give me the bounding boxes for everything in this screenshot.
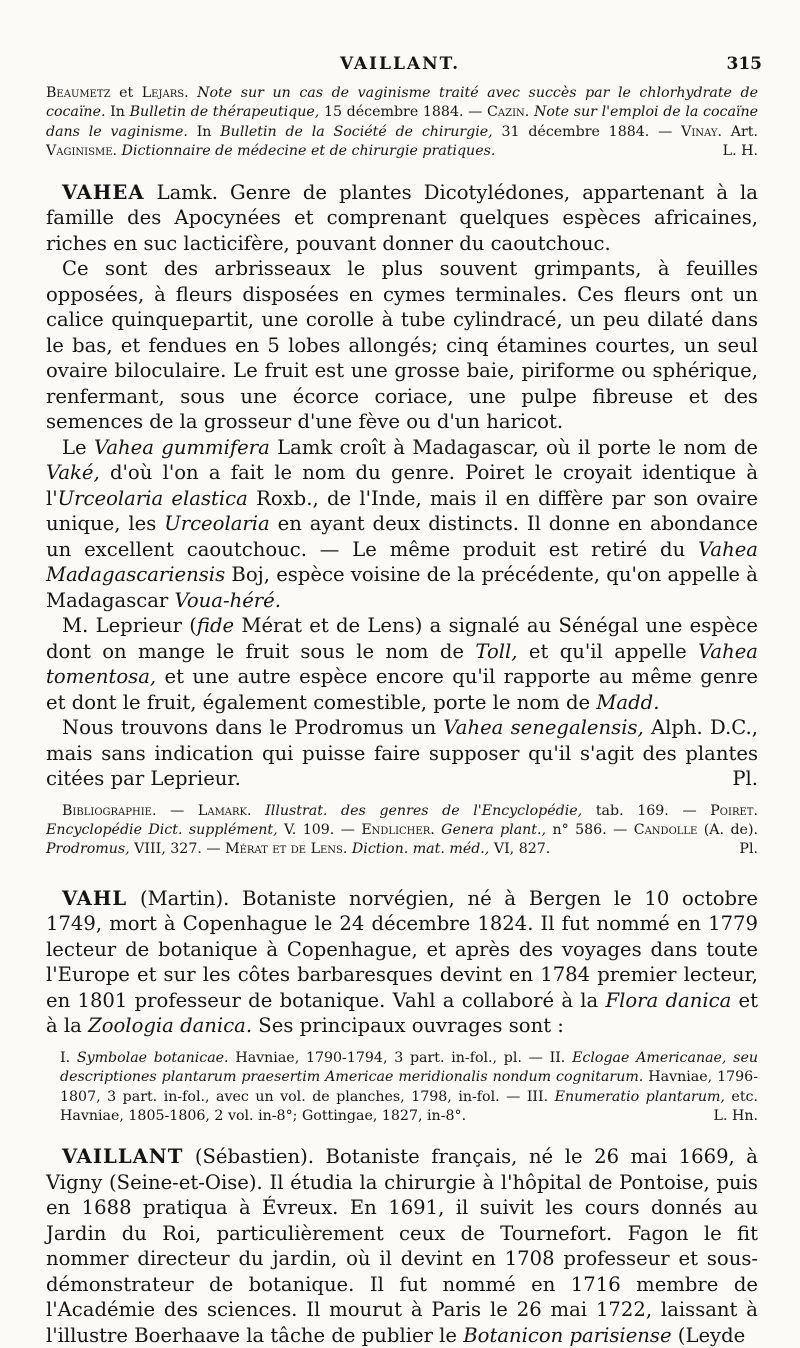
species-name: Vaké, bbox=[46, 461, 100, 485]
page-body bbox=[46, 84, 758, 1348]
ref-text: — bbox=[156, 802, 198, 819]
ref-text: tab. 169. — bbox=[582, 802, 711, 819]
headword-vahea: VAHEA bbox=[62, 180, 145, 204]
ref-text: I. bbox=[60, 1049, 77, 1066]
ref-text: Havniae, 1796-1807, 3 part. in-fol., avec un vol. de planches, 1798, in-fol. — III. bbox=[60, 1069, 758, 1105]
ref-author: Lejars. bbox=[141, 85, 189, 101]
ref-author: Endlicher. bbox=[361, 822, 435, 839]
bibliography-label: Bibliographie. bbox=[62, 802, 157, 819]
ref-author: Vinay. bbox=[681, 123, 722, 140]
ref-text: n° 586. — bbox=[546, 822, 634, 839]
ref-title: Note sur un cas de vaginisme traité avec succès par le chlorhydrate de cocaïne. bbox=[46, 85, 758, 121]
entry-text: (Sébastien). Botaniste français, né le 26 mai 1669, à Vigny (Seine-et-Oise). Il étudia la chirurgie à l'hôpital de Pontoise, puis en 1688 pratiqua à Évreux. En 1691, il suivit les cours donnés au Jardin du Roi, particulièrement ceux de Tournefort. Fagon le fit nommer directeur du jardin, où il devint en 1708 professeur et sous-démonstrateur de botanique. Il fut nommé en 1716 membre de l'Académie des sciences. Il mourut à Paris le 26 mai 1722, laissant à l'illustre Boerhaave la tâche de publier le bbox=[46, 1145, 758, 1347]
entry-text: d'où l'on a fait le nom du genre. Poiret le croyait identique à l' bbox=[46, 461, 758, 510]
entry-italic: fide bbox=[196, 614, 235, 638]
ref-author: Beaumetz bbox=[46, 85, 111, 101]
ref-title: Diction. mat. méd., bbox=[347, 841, 490, 858]
work-title: Flora danica bbox=[605, 988, 732, 1012]
ref-text: 31 décembre 1884. — bbox=[492, 123, 682, 140]
work-title: Botanicon parisiense bbox=[463, 1323, 672, 1347]
ref-text: et bbox=[110, 85, 142, 101]
entry-vahea-p5 bbox=[46, 715, 758, 792]
ref-title: Note sur l'emploi de la cocaïne dans le vaginisme. bbox=[46, 104, 759, 140]
ref-author: Lamark. bbox=[197, 802, 252, 819]
entry-text: (Leyde bbox=[671, 1323, 746, 1347]
entry-text: Nous trouvons dans le Prodromus un bbox=[62, 716, 444, 740]
entry-text: Roxb., de l'Inde, mais il en diffère par son ovaire unique, les bbox=[46, 486, 758, 536]
vahl-works bbox=[46, 1049, 758, 1127]
ref-title: Prodromus, bbox=[46, 841, 130, 858]
ref-journal: Bulletin de thérapeutique, bbox=[129, 104, 320, 121]
entry-text: (Martin). Botaniste norvégien, né à Bergen le 10 octobre 1749, mort à Copenhague le 24 décembre 1824. Il fut nommé en 1779 lecteur de botanique à Copenhague, et après des voyages dans toute l'Europe et sur les côtes barbaresques devint en 1784 premier lecteur, en 1801 professeur de botanique. Vahl a collaboré à la bbox=[46, 886, 758, 1012]
entry-vahea-p1 bbox=[46, 180, 758, 257]
author-signature: Pl. bbox=[732, 767, 758, 791]
species-name: Madd. bbox=[596, 690, 660, 714]
work-title: Enumeratio plantarum, bbox=[554, 1088, 725, 1105]
entry-text: M. Leprieur ( bbox=[62, 614, 197, 638]
species-name: Vahea gummifera bbox=[93, 435, 270, 459]
entry-vahl bbox=[46, 886, 758, 1039]
entry-text: Ses principaux ouvrages sont : bbox=[252, 1014, 564, 1038]
ref-text: In bbox=[105, 104, 130, 121]
ref-author: Candolle bbox=[633, 822, 698, 839]
entry-text: et une autre espèce encore qu'il rapporte au même genre et dont le fruit, également comestible, porte le nom de bbox=[46, 665, 758, 714]
ref-title: Encyclopédie Dict. supplément, bbox=[46, 822, 278, 839]
ref-text: In bbox=[187, 123, 221, 140]
ref-text: V. 109. — bbox=[277, 822, 362, 839]
headword-vaillant: VAILLANT bbox=[62, 1145, 184, 1169]
ref-text: (A. de). bbox=[697, 822, 758, 839]
ref-text: Art. bbox=[721, 123, 759, 140]
ref-title: Dictionnaire de médecine et de chirurgie pratiques. bbox=[117, 143, 496, 160]
entry-text: Lamk croît à Madagascar, où il porte le nom de bbox=[269, 435, 758, 459]
entry-text: et à la bbox=[46, 988, 758, 1038]
author-signature: L. Hn. bbox=[713, 1108, 758, 1125]
entry-text: en ayant deux distincts. Il donne en abondance un excellent caoutchouc. — Le même produit est retiré du bbox=[46, 512, 758, 561]
author-signature: L. H. bbox=[722, 143, 758, 160]
ref-text: Havniae, 1790-1794, 3 part. in-fol., pl. — II. bbox=[228, 1049, 573, 1066]
bibliography-vahea bbox=[46, 802, 758, 860]
running-header bbox=[0, 54, 800, 80]
species-name: Vahea senegalensis, bbox=[443, 716, 644, 740]
entry-text: et qu'il appelle bbox=[517, 639, 699, 663]
ref-word: Vaginisme. bbox=[46, 143, 118, 160]
running-title: VAILLANT. bbox=[339, 54, 461, 74]
ref-text: VIII, 327. — bbox=[129, 841, 226, 858]
species-name: Voua-héré. bbox=[174, 588, 281, 612]
species-name: Toll, bbox=[475, 639, 518, 663]
headword-vahl: VAHL bbox=[62, 886, 128, 910]
species-name: Urceolaria bbox=[164, 512, 270, 536]
ref-title: Illustrat. des genres de l'Encyclopédie, bbox=[251, 802, 583, 819]
entry-text: Mérat et de Lens) a signalé au Sénégal une espèce dont on mange le fruit sous le nom de bbox=[46, 614, 758, 663]
ref-text: 15 décembre 1884. — bbox=[319, 104, 488, 121]
ref-author: Poiret. bbox=[710, 802, 758, 819]
entry-text: Boj, espèce voisine de la précédente, qu'on appelle à Madagascar bbox=[46, 563, 758, 612]
references-top bbox=[46, 84, 758, 162]
ref-author: Cazin. bbox=[487, 104, 530, 121]
entry-text: Le bbox=[62, 435, 94, 459]
species-name: Vahea tomentosa, bbox=[46, 639, 758, 689]
author-signature: Pl. bbox=[739, 841, 758, 858]
work-title: Zoologia danica. bbox=[88, 1014, 253, 1038]
entry-text: Lamk. Genre de plantes Dicotylédones, appartenant à la famille des Apocynées et comprenant quelques espèces africaines, riches en suc lacticifère, pouvant donner du caoutchouc. bbox=[46, 180, 758, 255]
page-number: 315 bbox=[726, 54, 762, 74]
entry-text: Alph. D.C., mais sans indication qui puisse faire supposer qu'il s'agit des plantes citées par Leprieur. bbox=[46, 716, 758, 791]
work-title: Symbolae botanicae. bbox=[76, 1049, 229, 1066]
entry-vahea-p4 bbox=[46, 613, 758, 715]
ref-text: etc. Havniae, 1805-1806, 2 vol. in-8°; Gottingae, 1827, in-8°. bbox=[60, 1088, 758, 1125]
entry-vahea-p3 bbox=[46, 435, 758, 614]
ref-title: Genera plant., bbox=[434, 822, 547, 839]
entry-vaillant bbox=[46, 1144, 758, 1348]
entry-vahea-p2: Ce sont des arbrisseaux le plus souvent grimpants, à feuilles opposées, à fleurs disposées en cymes terminales. Ces fleurs ont un calice quinquepartit, une corolle à tube cylindracé, un peu dilaté dans le bas, et fendues en 5 lobes allongés; cinq étamines courtes, un seul ovaire biloculaire. Le fruit est une grosse baie, piriforme ou sphérique, renfermant, sous une écorce coriace, une pulpe fibreuse et des semences de la grosseur d'une fève ou d'un haricot. bbox=[46, 257, 758, 434]
work-title: Eclogae Americanae, seu descriptiones plantarum praesertim Americae meridionalis nondum cognitarum. bbox=[60, 1049, 758, 1086]
ref-journal: Bulletin de la Société de chirurgie, bbox=[220, 123, 493, 140]
ref-author: Mérat et de Lens. bbox=[225, 841, 348, 858]
species-name: Urceolaria elastica bbox=[57, 486, 248, 510]
species-name: Vahea Madagascariensis bbox=[46, 537, 758, 587]
ref-text: VI, 827. bbox=[489, 841, 551, 858]
